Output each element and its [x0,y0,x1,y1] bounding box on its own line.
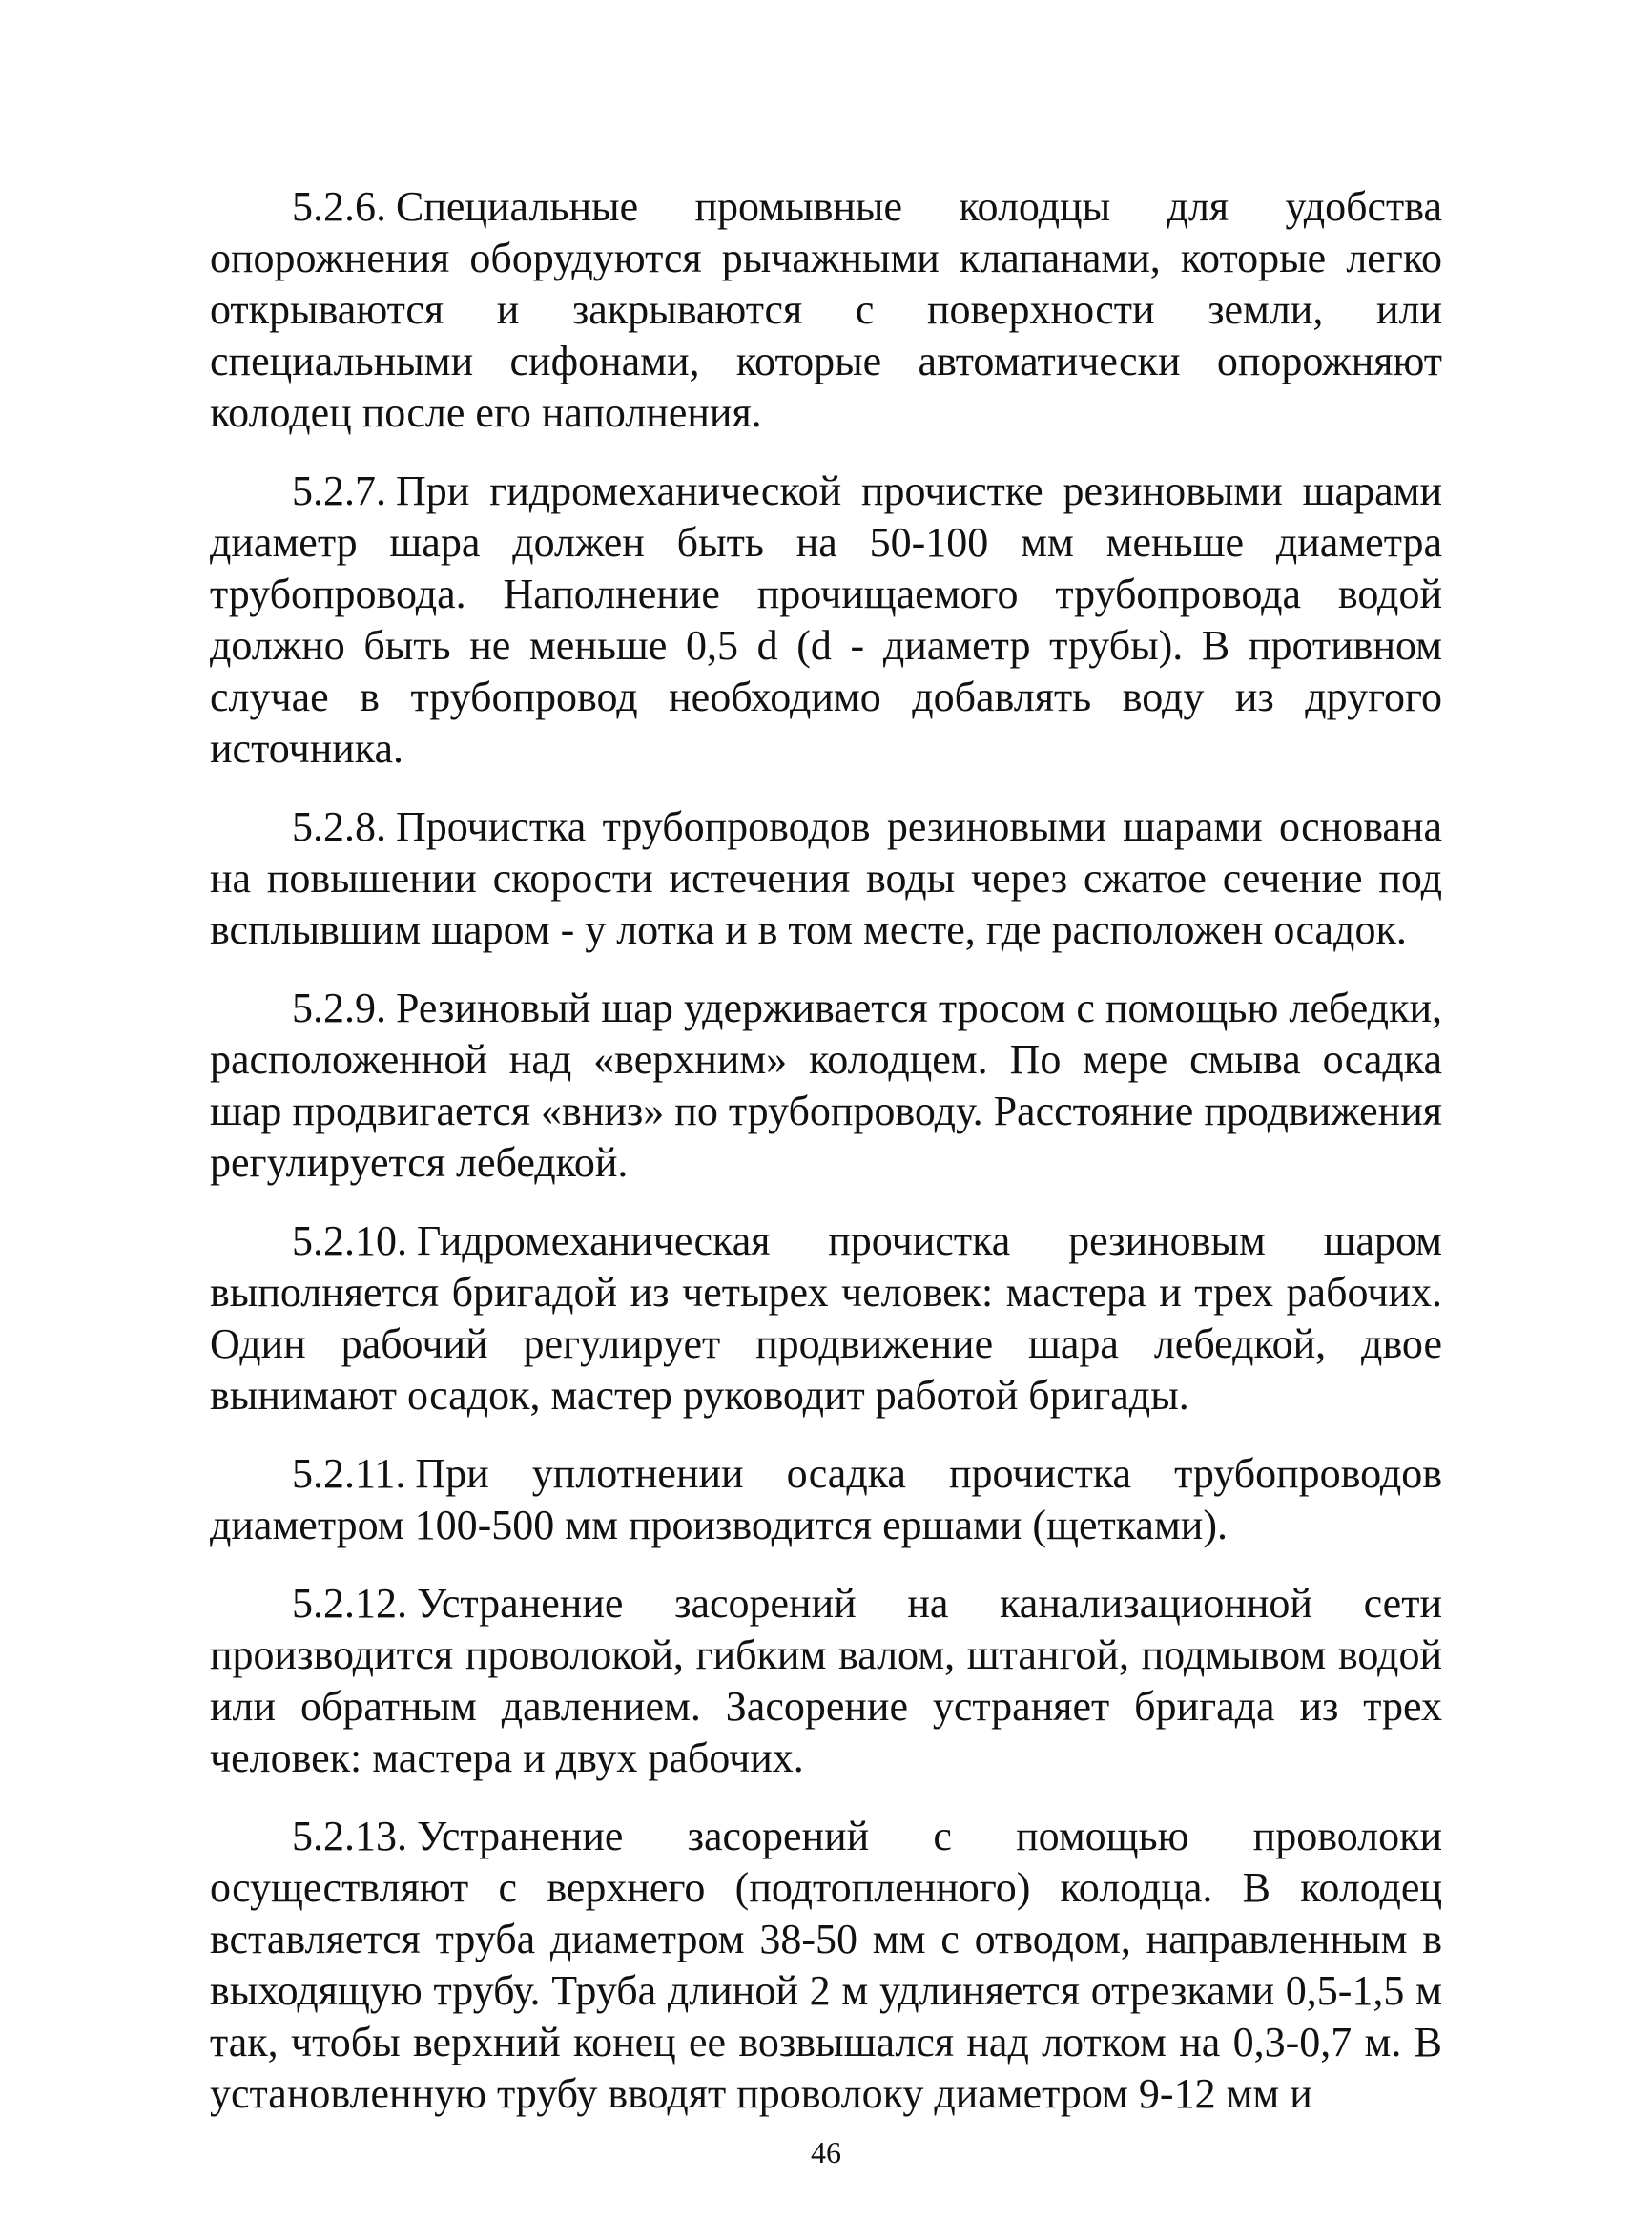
paragraph-number: 5.2.11. [292,1450,406,1497]
paragraph-text: Специальные промывные колодцы для удобства опорожнения оборудуются рычажными клапанами, которые легко открываются и закрываются с поверхности земли, или специальными сифонами, которые автоматически опорожняют колодец после его наполнения. [210,183,1442,436]
paragraph-5-2-7 [210,466,1442,775]
paragraph-text: При уплотнении осадка прочистка трубопроводов диаметром 100-500 мм производится ершами (щетками). [210,1450,1442,1548]
paragraph-5-2-8 [210,801,1442,956]
paragraph-number: 5.2.13. [292,1813,407,1859]
paragraph-number: 5.2.12. [292,1580,407,1627]
paragraph-number: 5.2.7. [292,467,386,514]
paragraph-number: 5.2.9. [292,985,386,1031]
paragraph-5-2-9 [210,983,1442,1189]
page-number: 46 [811,2135,841,2169]
paragraph-5-2-12 [210,1578,1442,1784]
paragraph-number: 5.2.10. [292,1217,407,1264]
paragraph-5-2-10 [210,1215,1442,1422]
paragraph-5-2-13 [210,1811,1442,2120]
body-text [210,181,1442,2147]
paragraph-text: При гидромеханической прочистке резиновыми шарами диаметр шара должен быть на 50-100 мм меньше диаметра трубопровода. Наполнение прочищаемого трубопровода водой должно быть не меньше 0,5 d (d - диаметр трубы). В противном случае в трубопровод необходимо добавлять воду из другого источника. [210,467,1442,772]
paragraph-number: 5.2.6. [292,183,386,230]
paragraph-number: 5.2.8. [292,803,386,850]
paragraph-5-2-11 [210,1448,1442,1551]
paragraph-text: Прочистка трубопроводов резиновыми шарами основана на повышении скорости истечения воды через сжатое сечение под всплывшим шаром - у лотка и в том месте, где расположен осадок. [210,803,1442,953]
paragraph-text: Гидромеханическая прочистка резиновым шаром выполняется бригадой из четырех человек: мастера и трех рабочих. Один рабочий регулирует продвижение шара лебедкой, двое вынимают осадок, мастер руководит работой бригады. [210,1217,1442,1419]
paragraph-5-2-6 [210,181,1442,439]
paragraph-text: Устранение засорений с помощью проволоки осуществляют с верхнего (подтопленного) колодца. В колодец вставляется труба диаметром 38-50 мм с отводом, направленным в выходящую трубу. Труба длиной 2 м удлиняется отрезками 0,5-1,5 м так, чтобы верхний конец ее возвышался над лотком на 0,3-0,7 м. В установленную трубу вводят проволоку диаметром 9-12 мм и [210,1813,1442,2117]
paragraph-text: Устранение засорений на канализационной сети производится проволокой, гибким валом, штангой, подмывом водой или обратным давлением. Засорение устраняет бригада из трех человек: мастера и двух рабочих. [210,1580,1442,1781]
paragraph-text: Резиновый шар удерживается тросом с помощью лебедки, расположенной над «верхним» колодцем. По мере смыва осадка шар продвигается «вниз» по трубопроводу. Расстояние продвижения регулируется лебедкой. [210,985,1442,1186]
